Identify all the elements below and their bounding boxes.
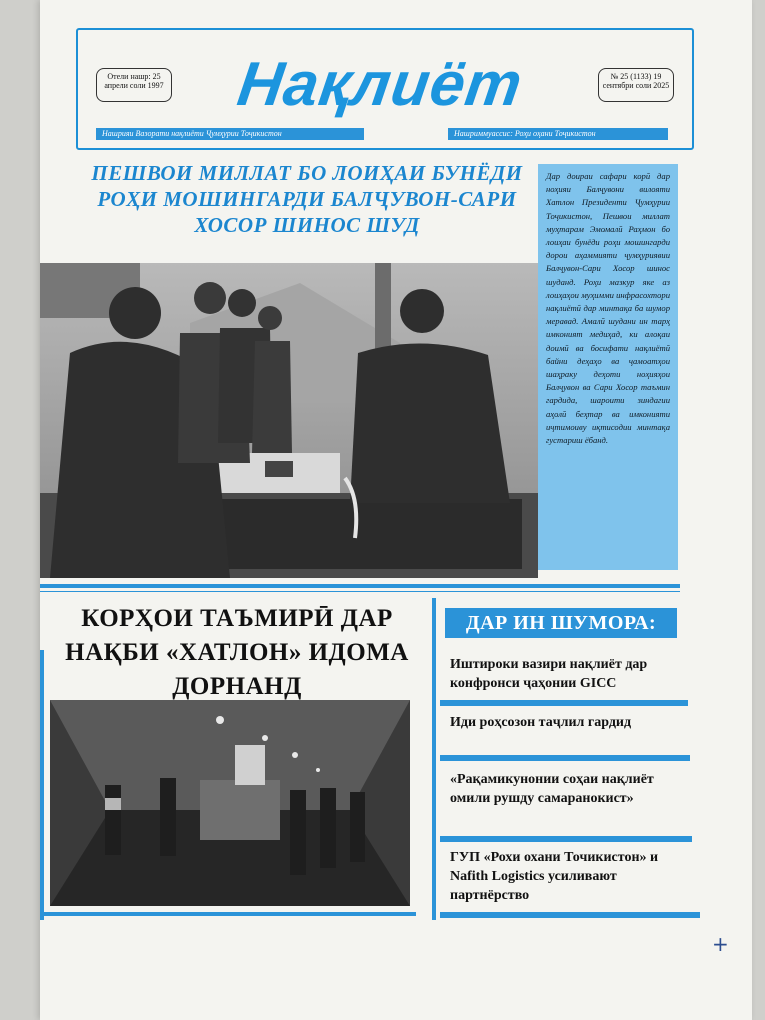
section-divider-thin	[40, 591, 680, 592]
tunnel-photo-illustration	[50, 700, 410, 906]
toc-item-2: Иди роҳсозон таҷлил гардид	[450, 715, 632, 730]
masthead	[76, 28, 694, 150]
newspaper-page	[40, 0, 752, 1020]
toc-item-3: «Рақамикунонии соҳаи нақлиёт омили рушду самаранокист»	[450, 772, 654, 806]
lead-photo-illustration	[40, 263, 538, 578]
founder-left: Нашрияи Вазорати нақлиёти Ҷумҳурии Тоҷикистон	[96, 128, 364, 140]
toc-item-4: ГУП «Рохи охани Точикистон» и Nafith Logistics усиливают партнёрство	[450, 850, 659, 903]
lead-photo	[40, 263, 538, 578]
founder-right: Нашриммуассис: Роҳи оҳани Тоҷикистон	[448, 128, 668, 140]
newspaper-logo: Нақлиёт	[233, 50, 527, 119]
issue-number: № 25 (1133) 19 сентябри соли 2025	[598, 68, 674, 102]
section-divider	[40, 584, 680, 588]
tunnel-photo	[50, 700, 410, 906]
left-border-bar	[40, 650, 44, 920]
toc-rule	[440, 755, 690, 761]
toc-rule	[440, 912, 700, 918]
toc-left-bar	[432, 598, 436, 920]
second-headline: КОРҲОИ ТАЪМИРӢ ДАР НАҚБИ «ХАТЛОН» ИДОМА ДОРНАНД	[65, 605, 409, 700]
toc-rule	[440, 700, 688, 706]
founded-date: Отели нашр: 25 апрели соли 1997	[96, 68, 172, 102]
toc-rule	[440, 836, 692, 842]
toc-item-1: Иштироки вазири нақлиёт дар конфронси ҷаҳонии GICC	[450, 657, 648, 691]
pen-mark: +	[712, 932, 729, 956]
lead-headline: ПЕШВОИ МИЛЛАТ БО ЛОИҲАИ БУНЁДИ РОҲИ МОШИНГАРДИ БАЛҶУВОН-САРИ ХОСОР ШИНОС ШУД	[91, 161, 523, 237]
lead-intro-text: Дар доираи сафари корӣ дар ноҳияи Балҷувони вилояти Хатлон Президенти Ҷумҳурии Тоҷикистон, Пешвои миллат муҳтарам Эмомалӣ Раҳмон бо лоиҳаи бунёди роҳи мошингарди дорои аҳаммияти ҷумҳуриявии Балҷувон-Сари Хосор шинос шуданд. Роҳи мазкур яке аз лоиҳаҳои муҳимми инфрасохтори нақлиётӣ дар минтақа ба шумор меравад. Амалӣ шудани ин тарҳ имконият медиҳад, ки алоқаи доимӣ ва босифати нақлиётӣ байни деҳаҳо ва ҷамоатҳои шаҳраку деҳоти ноҳияҳои Балҷувон ва Сари Хосор таъмин гардида, шароити зиндагии аҳолӣ беҳтар ва имконияти иҷтимоиву иқтисодии минтақа густариш ёбанд.	[538, 164, 678, 570]
bottom-divider	[40, 912, 416, 916]
toc-title: ДАР ИН ШУМОРА:	[445, 608, 677, 638]
